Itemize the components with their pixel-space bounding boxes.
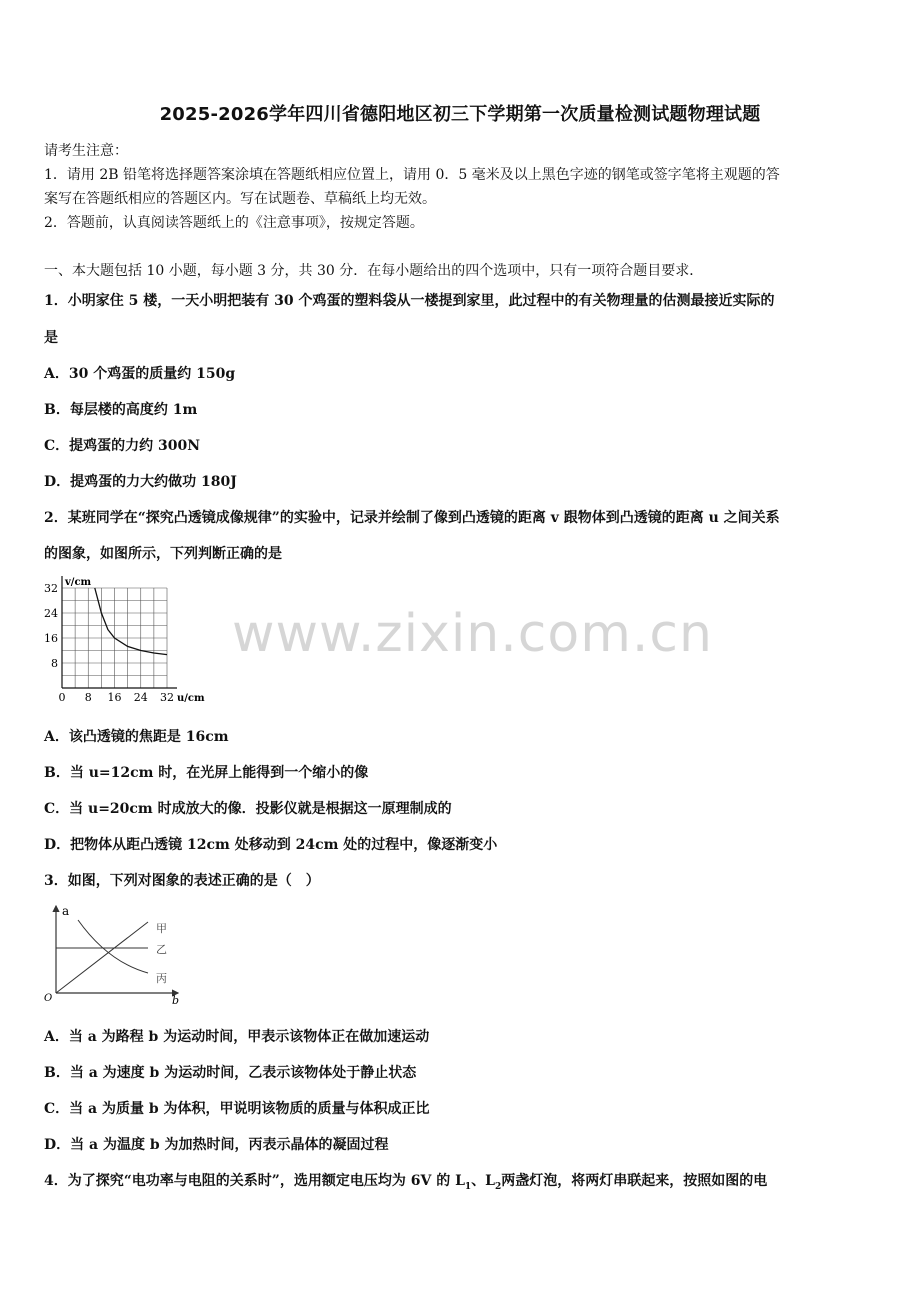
y-tick-label: 8 [51,657,58,670]
abc-graph-ylabel: a [62,904,70,918]
q4-sub-1: 1 [464,1181,472,1192]
q4-sub-2: 2 [495,1181,502,1192]
lens-graph-curve [95,588,167,655]
y-tick-label: 16 [44,632,58,645]
q4-sep: 、L [471,1173,496,1189]
q2-option-a: A．该凸透镜的焦距是 16cm [44,729,229,745]
q3-stem: 3．如图，下列对图象的表述正确的是（ ） [44,873,320,889]
lens-graph-axes [62,576,177,688]
watermark: www.zixin.com.cn [232,604,713,664]
q2-stem-b: 的图象，如图所示，下列判断正确的是 [44,546,282,562]
page-title: 2025-2026学年四川省德阳地区初三下学期第一次质量检测试题物理试题 [159,104,761,125]
lens-graph [38,570,218,710]
x-tick-label: 32 [160,691,174,704]
lens-graph-xlabel: u/cm [177,693,205,704]
x-tick-label: 8 [84,691,92,704]
q3-option-d: D．当 a 为温度 b 为加热时间，丙表示晶体的凝固过程 [44,1137,389,1153]
x-tick-label: 16 [107,691,122,704]
q3-option-b: B．当 a 为速度 b 为运动时间，乙表示该物体处于静止状态 [44,1065,417,1081]
x-tick-label: 0 [58,691,66,704]
lens-graph-ylabel: v/cm [65,577,92,588]
y-tick-label: 24 [44,607,58,620]
q2-stem-a: 2．某班同学在“探究凸透镜成像规律”的实验中，记录并绘制了像到凸透镜的距离 v 跟物体到凸透镜的距离 u 之间关系 [44,510,780,526]
x-tick-label: 24 [133,691,148,704]
q3-option-c: C．当 a 为质量 b 为体积，甲说明该物质的质量与体积成正比 [44,1101,430,1117]
abc-graph [38,900,188,1010]
q4-stem-a: 4．为了探究“电功率与电阻的关系时”，选用额定电压均为 6V 的 L [44,1173,465,1189]
notice-item-1a: 1．请用 2B 铅笔将选择题答案涂填在答题纸相应位置上，请用 0．5 毫米及以上黑色字迹的钢笔或签字笔将主观题的答 [44,167,780,183]
q1-option-b: B．每层楼的高度约 1m [44,402,198,418]
q1-option-d: D．提鸡蛋的力大约做功 180J [44,474,237,490]
q4-stem [44,1170,767,1192]
series-jia-label: 甲 [156,922,167,935]
q2-option-b: B．当 u=12cm 时，在光屏上能得到一个缩小的像 [44,765,369,781]
abc-graph-xlabel: b [172,994,180,1007]
series-bing-curve [78,920,148,973]
q1-option-c: C．提鸡蛋的力约 300N [44,438,201,454]
series-jia-line [56,922,148,993]
series-yi-label: 乙 [156,943,167,956]
q1-option-a: A．30 个鸡蛋的质量约 150g [44,366,236,382]
notice-item-2: 2．答题前，认真阅读答题纸上的《注意事项》，按规定答题。 [44,215,424,231]
section-heading: 一、本大题包括 10 小题，每小题 3 分，共 30 分．在每小题给出的四个选项中，只有一项符合题目要求． [44,263,704,279]
abc-graph-origin: O [44,993,53,1004]
series-bing-label: 丙 [156,972,167,985]
y-tick-label: 32 [44,582,58,595]
notice-item-1b: 案写在答题纸相应的答题区内。写在试题卷、草稿纸上均无效。 [44,191,436,207]
q1-stem-b: 是 [44,330,58,346]
q1-stem-a: 1．小明家住 5 楼，一天小明把装有 30 个鸡蛋的塑料袋从一楼提到家里，此过程中的有关物理量的估测最接近实际的 [44,293,775,309]
q2-option-d: D．把物体从距凸透镜 12cm 处移动到 24cm 处的过程中，像逐渐变小 [44,837,498,853]
notice-heading: 请考生注意： [44,143,128,159]
q3-option-a: A．当 a 为路程 b 为运动时间，甲表示该物体正在做加速运动 [44,1029,430,1045]
q4-stem-b: 两盏灯泡，将两灯串联起来，按照如图的电 [501,1173,768,1189]
q2-option-c: C．当 u=20cm 时成放大的像．投影仪就是根据这一原理制成的 [44,801,452,817]
